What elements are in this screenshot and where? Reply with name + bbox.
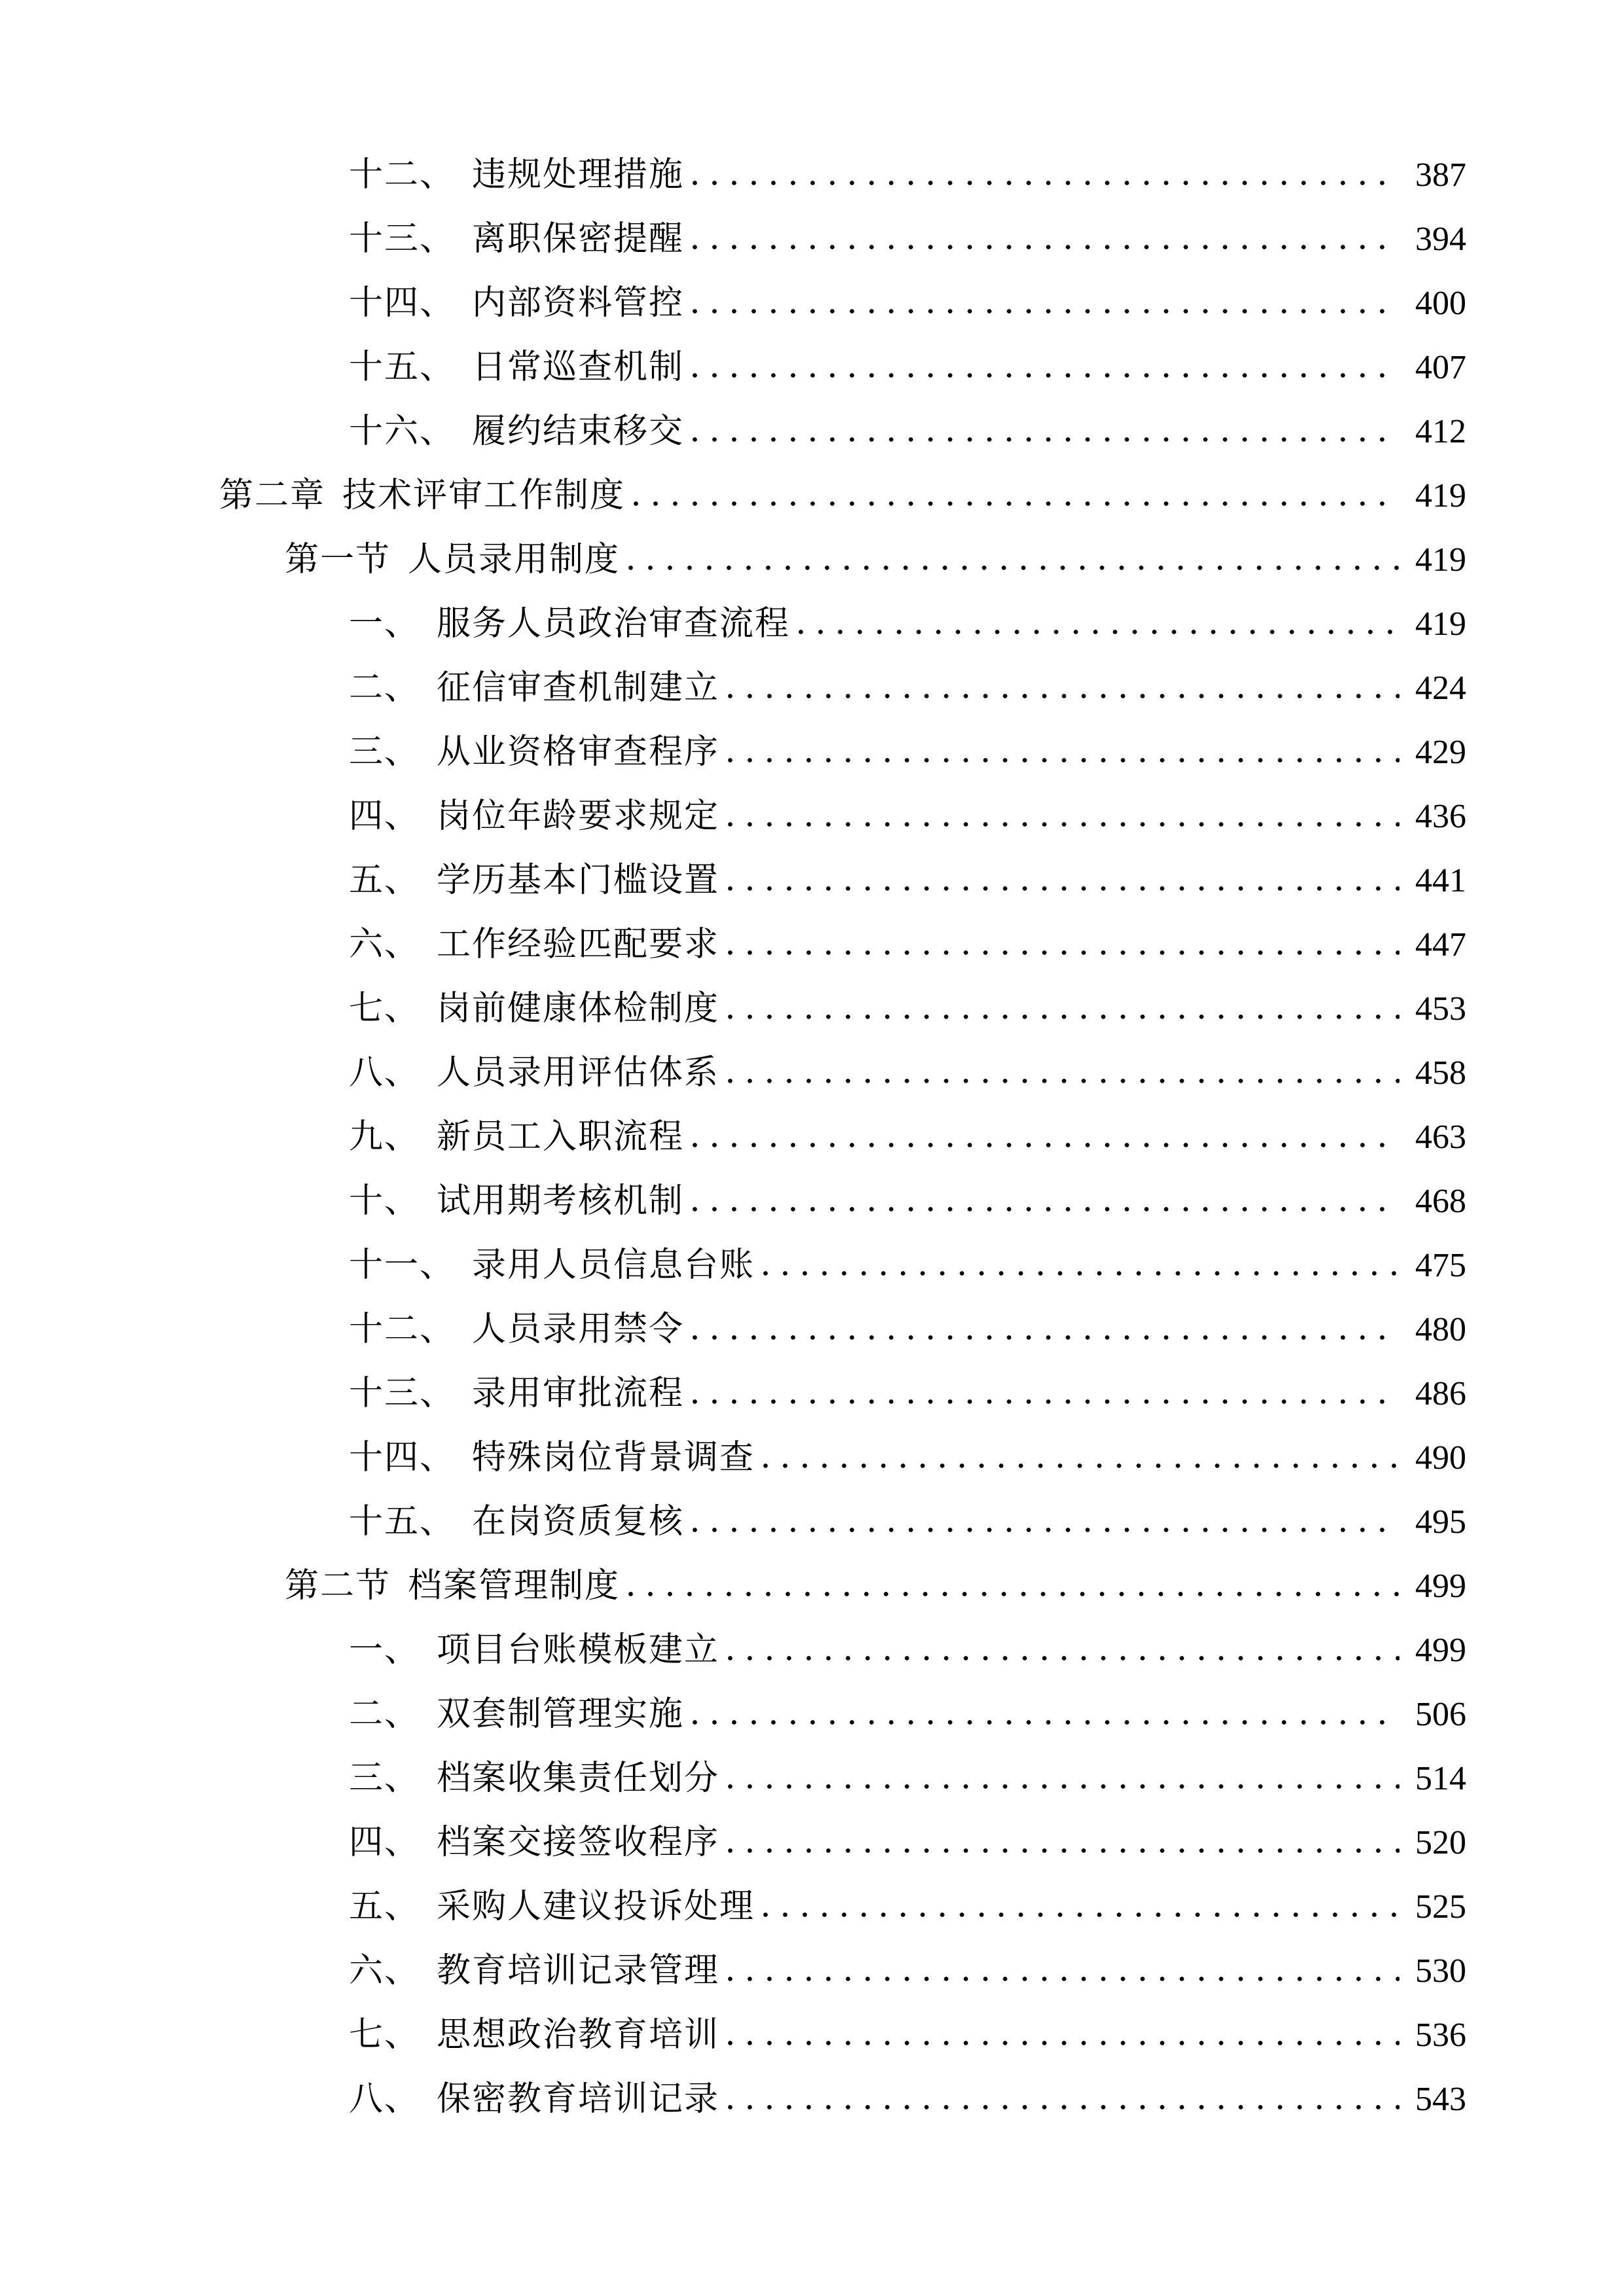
toc-entry-number: 十一、 [349,1247,456,1284]
toc-entry-number: 十二、 [349,1311,456,1348]
toc-entry-number: 十、 [349,1183,420,1220]
toc-entry-number: 七、 [349,2017,420,2054]
toc-dot-leader [763,1270,1399,1276]
toc-entry-title: 思想政治教育培训 [437,2017,720,2054]
toc-entry-page: 419 [1415,605,1466,643]
toc-entry-number: 三、 [349,1760,420,1797]
toc-entry-title: 日常巡查机制 [472,349,685,386]
toc-entry[interactable] [349,1234,1466,1298]
toc-dot-leader [692,1399,1399,1405]
toc-entry-title: 离职保密提醒 [472,221,685,258]
toc-entry-page: 453 [1415,990,1466,1028]
toc-dot-leader [727,1014,1399,1020]
toc-entry-number: 六、 [349,1952,420,1990]
toc-entry[interactable] [349,1426,1466,1490]
toc-dot-leader [727,1976,1399,1982]
toc-entry-title: 档案交接签收程序 [437,1824,720,1861]
toc-entry-number: 八、 [349,1054,420,1092]
toc-dot-leader [727,1784,1399,1789]
toc-entry-number: 十五、 [349,349,456,386]
toc-entry-page: 525 [1415,1888,1466,1926]
toc-entry-page: 407 [1415,349,1466,386]
toc-entry-title: 新员工入职流程 [437,1119,685,1156]
toc-entry-page: 441 [1415,862,1466,899]
toc-dot-leader [692,437,1399,442]
toc-entry-page: 394 [1415,221,1466,258]
toc-entry-number: 第一节 [285,541,391,579]
toc-entry[interactable] [349,272,1466,336]
toc-dot-leader [727,950,1399,956]
toc-dot-leader [763,1463,1399,1469]
toc-entry-number: 二、 [349,1696,420,1733]
toc-entry-title: 内部资料管控 [472,285,685,322]
toc-entry-number: 一、 [349,1632,420,1669]
toc-entry[interactable] [349,2003,1466,2068]
toc-entry-title: 人员录用制度 [408,541,621,579]
toc-dot-leader [692,1719,1399,1725]
toc-entry-number: 十五、 [349,1503,456,1541]
toc-entry-title: 双套制管理实施 [437,1696,685,1733]
toc-entry-page: 387 [1415,156,1466,194]
toc-entry-page: 436 [1415,798,1466,835]
toc-entry-page: 458 [1415,1054,1466,1092]
toc-list [219,143,1466,2132]
toc-entry[interactable] [285,1554,1466,1619]
toc-entry-number: 九、 [349,1119,420,1156]
toc-dot-leader [692,180,1399,186]
toc-entry-page: 499 [1415,1568,1466,1605]
toc-entry-title: 保密教育培训记录 [437,2081,720,2118]
toc-entry-number: 十四、 [349,285,456,322]
toc-entry-title: 违规处理措施 [472,156,685,194]
toc-entry-number: 十三、 [349,221,456,258]
toc-entry-number: 五、 [349,862,420,899]
toc-entry[interactable] [349,977,1466,1041]
toc-entry[interactable] [349,1619,1466,1683]
toc-entry-number: 一、 [349,605,420,643]
toc-entry-page: 447 [1415,926,1466,963]
toc-entry[interactable] [349,1875,1466,1939]
toc-dot-leader [727,2104,1399,2110]
toc-entry-title: 采购人建议投诉处理 [437,1888,755,1926]
toc-dot-leader [763,1912,1399,1918]
toc-dot-leader [727,693,1399,699]
toc-entry-page: 475 [1415,1247,1466,1284]
toc-entry-number: 四、 [349,1824,420,1861]
toc-entry-title: 履约结束移交 [472,413,685,450]
toc-entry-number: 第二节 [285,1568,391,1605]
toc-dot-leader [727,1078,1399,1084]
toc-entry-page: 429 [1415,734,1466,771]
toc-entry-page: 463 [1415,1119,1466,1156]
toc-entry[interactable] [349,1170,1466,1234]
toc-dot-leader [727,2040,1399,2046]
toc-dot-leader [727,757,1399,763]
toc-entry-page: 419 [1415,541,1466,579]
toc-entry[interactable] [349,1811,1466,1875]
toc-entry-page: 499 [1415,1632,1466,1669]
toc-entry-page: 486 [1415,1375,1466,1412]
toc-dot-leader [727,1655,1399,1661]
toc-dot-leader [727,821,1399,827]
toc-entry-page: 480 [1415,1311,1466,1348]
toc-entry-title: 服务人员政治审查流程 [437,605,791,643]
toc-entry-number: 七、 [349,990,420,1028]
toc-entry-title: 工作经验匹配要求 [437,926,720,963]
toc-entry[interactable] [285,528,1466,592]
toc-entry[interactable] [349,785,1466,849]
toc-entry-number: 四、 [349,798,420,835]
toc-entry[interactable] [349,1105,1466,1170]
toc-entry[interactable] [349,336,1466,400]
toc-dot-leader [692,1335,1399,1340]
toc-entry-title: 岗位年龄要求规定 [437,798,720,835]
toc-entry[interactable] [349,1683,1466,1747]
toc-entry[interactable] [349,400,1466,464]
toc-dot-leader [628,565,1399,571]
toc-entry[interactable] [349,913,1466,977]
toc-entry[interactable] [349,1939,1466,2003]
toc-dot-leader [633,501,1399,507]
toc-entry-page: 490 [1415,1439,1466,1477]
toc-entry-page: 412 [1415,413,1466,450]
toc-dot-leader [798,629,1399,635]
toc-dot-leader [727,886,1399,891]
toc-dot-leader [692,1142,1399,1148]
toc-entry-number: 五、 [349,1888,420,1926]
toc-dot-leader [692,1206,1399,1212]
toc-dot-leader [727,1848,1399,1854]
toc-entry-title: 学历基本门槛设置 [437,862,720,899]
toc-entry-number: 六、 [349,926,420,963]
toc-entry-title: 录用人员信息台账 [472,1247,755,1284]
toc-entry-number: 十二、 [349,156,456,194]
toc-entry[interactable] [349,2068,1466,2132]
toc-dot-leader [692,308,1399,314]
toc-entry-title: 人员录用评估体系 [437,1054,720,1092]
toc-entry[interactable] [349,207,1466,272]
toc-entry-title: 人员录用禁令 [472,1311,685,1348]
toc-entry[interactable] [349,849,1466,913]
toc-entry-title: 档案管理制度 [408,1568,621,1605]
toc-entry-page: 520 [1415,1824,1466,1861]
toc-entry-number: 十三、 [349,1375,456,1412]
toc-entry[interactable] [349,592,1466,656]
toc-entry-page: 536 [1415,2017,1466,2054]
toc-entry-title: 岗前健康体检制度 [437,990,720,1028]
toc-entry-number: 十四、 [349,1439,456,1477]
toc-dot-leader [692,372,1399,378]
toc-entry[interactable] [349,656,1466,721]
toc-dot-leader [628,1591,1399,1597]
toc-entry-page: 506 [1415,1696,1466,1733]
toc-entry-title: 录用审批流程 [472,1375,685,1412]
toc-entry-title: 试用期考核机制 [437,1183,685,1220]
toc-entry-title: 档案收集责任划分 [437,1760,720,1797]
toc-entry[interactable] [349,721,1466,785]
toc-entry-page: 514 [1415,1760,1466,1797]
toc-entry[interactable] [349,1747,1466,1811]
toc-entry-page: 530 [1415,1952,1466,1990]
toc-entry-title: 征信审查机制建立 [437,670,720,707]
toc-entry-title: 技术评审工作制度 [342,477,626,514]
toc-entry[interactable] [349,1490,1466,1554]
toc-entry-title: 特殊岗位背景调查 [472,1439,755,1477]
toc-entry-number: 二、 [349,670,420,707]
toc-entry-title: 教育培训记录管理 [437,1952,720,1990]
toc-entry[interactable] [349,1362,1466,1426]
toc-entry-title: 在岗资质复核 [472,1503,685,1541]
toc-entry-page: 424 [1415,670,1466,707]
toc-entry-page: 495 [1415,1503,1466,1541]
toc-entry-number: 三、 [349,734,420,771]
toc-dot-leader [692,1527,1399,1533]
toc-entry-page: 419 [1415,477,1466,514]
toc-entry-number: 十六、 [349,413,456,450]
toc-entry[interactable] [349,1041,1466,1105]
toc-entry[interactable] [219,464,1466,528]
toc-entry-number: 八、 [349,2081,420,2118]
toc-entry-title: 项目台账模板建立 [437,1632,720,1669]
toc-entry-page: 543 [1415,2081,1466,2118]
toc-entry-page: 400 [1415,285,1466,322]
toc-entry[interactable] [349,143,1466,207]
toc-entry-title: 从业资格审查程序 [437,734,720,771]
toc-entry-number: 第二章 [219,477,326,514]
toc-dot-leader [692,244,1399,250]
toc-entry[interactable] [349,1298,1466,1362]
toc-entry-page: 468 [1415,1183,1466,1220]
